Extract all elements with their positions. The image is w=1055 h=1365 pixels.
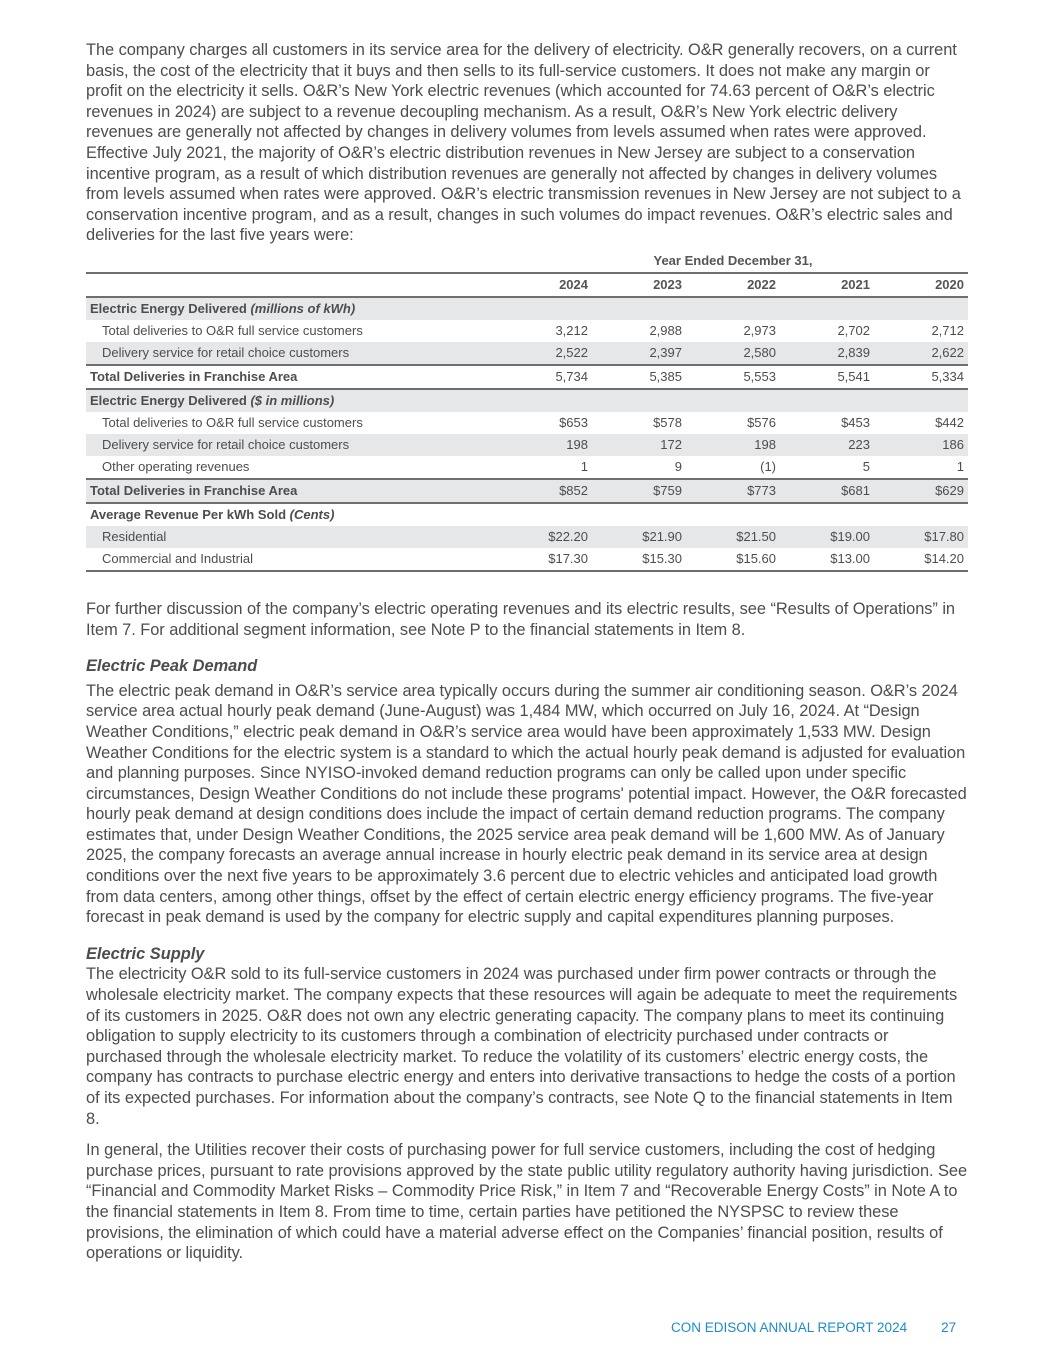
- cell-value: 2,397: [592, 342, 686, 365]
- cell-value: 2,973: [686, 320, 780, 342]
- cell-value: $21.90: [592, 526, 686, 548]
- year-header-row: [86, 273, 968, 297]
- intro-paragraph: The company charges all customers in its service area for the delivery of electricity. O&R generally recovers, on a current basis, the cost of the electricity that it buys and then sells to its full-service customers. It does not make any margin or profit on the electricity it sells. O&R’s New York electric revenues (which accounted for 74.63 percent of O&R’s electric revenues in 2024) are subject to a revenue decoupling mechanism. As a result, O&R’s New York electric delivery revenues are generally not affected by changes in delivery volumes from levels assumed when rates were approved. Effective July 2021, the majority of O&R’s electric distribution revenues in New Jersey are subject to a conservation incentive program, as a result of which distribution revenues are generally not affected by changes in delivery volumes from levels assumed when rates were approved. O&R’s electric transmission revenues in New Jersey are not subject to a conservation incentive program, and as a result, changes in such volumes do impact revenues. O&R’s electric sales and deliveries for the last five years were:: [86, 41, 961, 245]
- section-unit: (millions of kWh): [250, 301, 356, 317]
- cell-value: $19.00: [780, 526, 874, 548]
- cell-value: 198: [686, 434, 780, 456]
- total-value: 5,734: [498, 365, 592, 389]
- total-value: $681: [780, 479, 874, 503]
- total-value: $773: [686, 479, 780, 503]
- year-header: 2021: [780, 273, 874, 297]
- cell-value: $21.50: [686, 526, 780, 548]
- cell-value: (1): [686, 456, 780, 479]
- cell-value: 3,212: [498, 320, 592, 342]
- page-number: 27: [941, 1320, 957, 1335]
- section-unit: ($ in millions): [250, 393, 335, 409]
- cell-value: 2,712: [874, 320, 968, 342]
- cell-value: $442: [874, 412, 968, 434]
- cell-value: 5: [780, 456, 874, 479]
- total-value: $759: [592, 479, 686, 503]
- section-header-row: [86, 389, 968, 412]
- section-title: Electric Energy Delivered: [90, 301, 247, 317]
- supply-heading: Electric Supply: [86, 944, 205, 963]
- electric-sales-table: [86, 250, 968, 572]
- total-value: $852: [498, 479, 592, 503]
- year-header: 2023: [592, 273, 686, 297]
- year-header: 2020: [874, 273, 968, 297]
- row-label: Residential: [86, 526, 498, 548]
- cell-value: 2,580: [686, 342, 780, 365]
- row-label: Other operating revenues: [86, 456, 498, 479]
- report-title: CON EDISON ANNUAL REPORT 2024: [671, 1320, 908, 1335]
- section-header-row: [86, 297, 968, 320]
- cell-value: 2,702: [780, 320, 874, 342]
- year-header: 2024: [498, 273, 592, 297]
- page-footer: [671, 1320, 956, 1335]
- cell-value: $17.30: [498, 548, 592, 571]
- table-row: [86, 456, 968, 479]
- total-value: 5,334: [874, 365, 968, 389]
- table-body: [86, 297, 968, 571]
- page-content: [86, 40, 968, 1264]
- row-label: Delivery service for retail choice customers: [86, 342, 498, 365]
- section-title: Electric Energy Delivered: [90, 393, 247, 409]
- cell-value: 9: [592, 456, 686, 479]
- cell-value: 1: [498, 456, 592, 479]
- cell-value: $453: [780, 412, 874, 434]
- cell-value: 223: [780, 434, 874, 456]
- table-row: [86, 434, 968, 456]
- cell-value: $17.80: [874, 526, 968, 548]
- cell-value: $15.60: [686, 548, 780, 571]
- row-label: Delivery service for retail choice customers: [86, 434, 498, 456]
- total-row: [86, 479, 968, 503]
- further-discussion-paragraph: For further discussion of the company’s electric operating revenues and its electric results, see “Results of Operations” in Item 7. For additional segment information, see Note P to the financial statements in Item 8.: [86, 599, 955, 639]
- cell-value: 2,522: [498, 342, 592, 365]
- table-row: [86, 548, 968, 571]
- period-header-row: [86, 250, 968, 273]
- table-row: [86, 342, 968, 365]
- cell-value: 2,988: [592, 320, 686, 342]
- table-row: [86, 526, 968, 548]
- cell-value: 198: [498, 434, 592, 456]
- total-row: [86, 365, 968, 389]
- recovery-paragraph: In general, the Utilities recover their costs of purchasing power for full service customers, including the cost of hedging purchase prices, pursuant to rate provisions approved by the state public utility regulatory authority having jurisdiction. See “Financial and Commodity Market Risks – Commodity Price Risk,” in Item 7 and “Recoverable Energy Costs” in Note A to the financial statements in Item 8. From time to time, certain parties have petitioned the NYSPSC to review these provisions, the elimination of which could have a material adverse effect on the Companies’ financial position, results of operations or liquidity.: [86, 1141, 968, 1263]
- year-header: 2022: [686, 273, 780, 297]
- cell-value: $22.20: [498, 526, 592, 548]
- row-label: Total deliveries to O&R full service customers: [86, 320, 498, 342]
- cell-value: $13.00: [780, 548, 874, 571]
- period-header: Year Ended December 31,: [498, 250, 968, 273]
- row-label: Commercial and Industrial: [86, 548, 498, 571]
- section-title: Average Revenue Per kWh Sold: [90, 507, 287, 523]
- total-value: $629: [874, 479, 968, 503]
- table-row: [86, 412, 968, 434]
- cell-value: $653: [498, 412, 592, 434]
- cell-value: $578: [592, 412, 686, 434]
- total-value: 5,541: [780, 365, 874, 389]
- section-unit: (Cents): [289, 507, 335, 523]
- row-label: Total deliveries to O&R full service customers: [86, 412, 498, 434]
- total-label: Total Deliveries in Franchise Area: [86, 365, 498, 389]
- cell-value: 2,622: [874, 342, 968, 365]
- peak-demand-paragraph: The electric peak demand in O&R’s service area typically occurs during the summer air conditioning season. O&R’s 2024 service area actual hourly peak demand (June-August) was 1,484 MW, which occurred on July 16, 2024. At “Design Weather Conditions,” electric peak demand in O&R’s service area would have been approximately 1,533 MW. Design Weather Conditions for the electric system is a standard to which the actual hourly peak demand is adjusted for evaluation and planning purposes. Since NYISO-invoked demand reduction programs can only be called upon under specific circumstances, Design Weather Conditions do not include these programs' potential impact. However, the O&R forecasted hourly peak demand at design conditions does include the impact of certain demand reduction programs. The company estimates that, under Design Weather Conditions, the 2025 service area peak demand will be 1,600 MW. As of January 2025, the company forecasts an average annual increase in hourly electric peak demand in its service area at design conditions over the next five years to be approximately 3.6 percent due to electric vehicles and anticipated load growth from data centers, among other things, offset by the effect of certain electric energy efficiency programs. The five-year forecast in peak demand is used by the company for electric supply and capital expenditures planning purposes.: [86, 681, 967, 927]
- cell-value: $576: [686, 412, 780, 434]
- total-value: 5,385: [592, 365, 686, 389]
- cell-value: $14.20: [874, 548, 968, 571]
- section-header-row: [86, 503, 968, 526]
- supply-paragraph: The electricity O&R sold to its full-service customers in 2024 was purchased under firm power contracts or through the wholesale electricity market. The company expects that these resources will again be adequate to meet the requirements of its customers in 2025. O&R does not own any electric generating capacity. The company plans to meet its continuing obligation to supply electricity to its customers through a combination of electricity purchased under contracts or purchased through the wholesale electricity market. To reduce the volatility of its customers’ electric energy costs, the company has contracts to purchase electric energy and enters into derivative transactions to hedge the costs of a portion of its expected purchases. For information about the company’s contracts, see Note Q to the financial statements in Item 8.: [86, 965, 958, 1128]
- cell-value: 1: [874, 456, 968, 479]
- cell-value: 2,839: [780, 342, 874, 365]
- table-row: [86, 320, 968, 342]
- total-value: 5,553: [686, 365, 780, 389]
- cell-value: 172: [592, 434, 686, 456]
- peak-demand-heading: Electric Peak Demand: [86, 657, 258, 676]
- total-label: Total Deliveries in Franchise Area: [86, 479, 498, 503]
- cell-value: 186: [874, 434, 968, 456]
- cell-value: $15.30: [592, 548, 686, 571]
